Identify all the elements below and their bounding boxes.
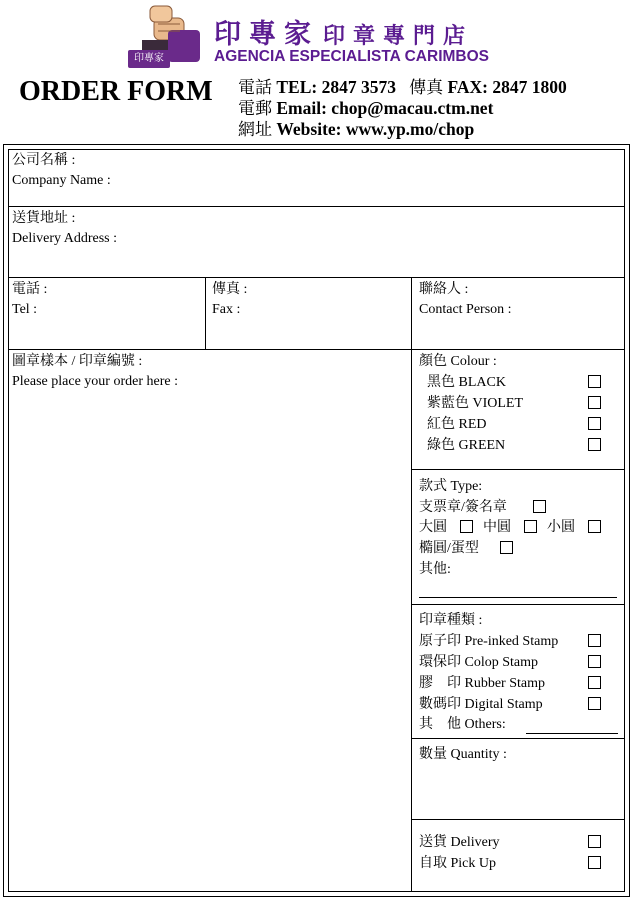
divider [411,277,412,892]
quantity-label: 數量 Quantity : [419,747,507,762]
fax-field-label-cn: 傳真 : [212,282,248,297]
stamp-kind-title: 印章種類 : [419,613,483,628]
type-medium-checkbox[interactable] [524,520,537,533]
colour-title: 顏色 Colour : [419,354,497,369]
divider [8,349,625,350]
colour-violet-checkbox[interactable] [588,396,601,409]
type-oval-label: 橢圓/蛋型 [419,541,479,556]
stamp-others-label: 其 他 Others: [419,717,506,732]
stamp-preinked-checkbox[interactable] [588,634,601,647]
page-title: ORDER FORM [19,76,213,107]
tel-value: TEL: 2847 3573 [276,77,396,97]
address-label-cn: 送貨地址 : [12,211,76,226]
web-label-cn: 網址 [238,120,272,139]
colour-green-checkbox[interactable] [588,438,601,451]
type-small-label: 小圓 [547,520,575,535]
colour-option-violet: 紫藍色 VIOLET [427,396,524,411]
colour-option-black: 黑色 BLACK [427,375,506,390]
stamp-digital-checkbox[interactable] [588,697,601,710]
stamp-digital-label: 數碼印 Digital Stamp [419,697,543,712]
type-cheque-label: 支票章/簽名章 [419,500,507,515]
brand-name-en: AGENCIA ESPECIALISTA CARIMBOS [214,48,489,65]
colour-option-green: 綠色 GREEN [427,438,506,453]
contact-email [238,98,567,119]
company-label-cn: 公司名稱 : [12,153,76,168]
type-other-input[interactable] [419,597,617,598]
fax-label-cn: 傳真 [409,78,444,97]
colour-black-checkbox[interactable] [588,375,601,388]
fax-field-label-en: Fax : [212,302,241,317]
contact-web [238,119,567,140]
brand-name-cn [214,12,473,51]
divider [411,604,625,605]
divider [205,277,206,349]
sample-label-cn: 圖章樣本 / 印章編號 : [12,354,143,369]
type-large-label: 大圓 [419,520,447,535]
email-value: Email: chop@macau.ctm.net [276,98,494,118]
stamp-others-input[interactable] [526,733,618,734]
colour-red-checkbox[interactable] [588,417,601,430]
colour-option-red: 紅色 RED [427,417,487,432]
pickup-label: 自取 Pick Up [419,856,496,871]
stamp-colop-checkbox[interactable] [588,655,601,668]
email-label-cn: 電郵 [238,99,272,118]
contact-person-label-en: Contact Person : [419,302,512,317]
divider [8,206,625,207]
tel-field-label-en: Tel : [12,302,38,317]
tel-label-cn: 電話 [238,78,272,97]
delivery-checkbox[interactable] [588,835,601,848]
logo-tag: 印專家 [128,50,170,68]
contact-info [238,77,567,140]
tel-field-label-cn: 電話 : [12,282,48,297]
stamp-rubber-label: 膠 印 Rubber Stamp [419,676,545,691]
divider [8,277,625,278]
type-large-checkbox[interactable] [460,520,473,533]
type-oval-checkbox[interactable] [500,541,513,554]
brand-main: 印專家 [214,19,319,50]
delivery-label: 送貨 Delivery [419,835,500,850]
contact-person-label-cn: 聯絡人 : [419,282,469,297]
contact-tel-fax [238,77,567,98]
type-cheque-checkbox[interactable] [533,500,546,513]
fax-value: FAX: 2847 1800 [447,77,567,97]
type-small-checkbox[interactable] [588,520,601,533]
type-title: 款式 Type: [419,479,483,494]
web-value: Website: www.yp.mo/chop [276,119,475,139]
company-label-en: Company Name : [12,173,111,188]
type-medium-label: 中圓 [483,520,511,535]
stamp-colop-label: 環保印 Colop Stamp [419,655,539,670]
divider [411,819,625,820]
company-logo [128,4,202,68]
brand-sub: 印章專門店 [323,24,474,49]
divider [411,738,625,739]
type-other-label: 其他: [419,562,451,577]
stamp-rubber-checkbox[interactable] [588,676,601,689]
pickup-checkbox[interactable] [588,856,601,869]
stamp-preinked-label: 原子印 Pre-inked Stamp [419,634,559,649]
sample-label-en: Please place your order here : [12,374,178,389]
address-label-en: Delivery Address : [12,231,117,246]
divider [411,469,625,470]
